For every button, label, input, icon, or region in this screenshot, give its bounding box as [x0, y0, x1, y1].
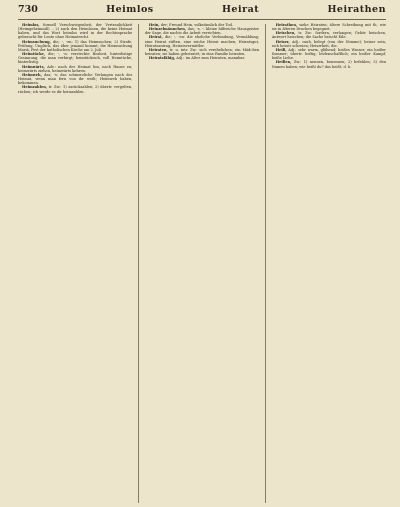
entry-definition: tr. Zw.: fordern, verlangen; Gehör heischen, Antwort heischen; die Sache heischt Eile.	[271, 31, 386, 40]
left-guide-word: Heimlos	[106, 4, 154, 15]
dictionary-entry	[272, 60, 386, 68]
dictionary-entry	[18, 73, 132, 85]
entry-headword: Heimwärts,	[22, 64, 45, 69]
entry-headword: Heimtücke,	[22, 52, 46, 57]
entry-definition: der; Freund Hein, volkstümlich der Tod.	[159, 23, 234, 27]
column-divider	[138, 24, 139, 503]
entry-headword: Heißen,	[275, 60, 292, 65]
entry-headword: Heimlos,	[22, 23, 40, 27]
dictionary-entry	[145, 35, 259, 47]
dictionary-entry	[272, 23, 386, 31]
entry-definition: Adj.: sehr warm, glühend; heißes Wasser; ein heißer Sommer; übertr. heftig, leidenschaftlich; ein heißer Kampf, heiße Liebe.	[271, 47, 386, 61]
entry-headword: Heinzelmännchen,	[148, 27, 187, 32]
dictionary-entry	[145, 48, 259, 56]
right-guide-word: Heirathen	[327, 4, 386, 15]
dictionary-entry	[145, 27, 259, 35]
entry-headword: Heischen,	[275, 31, 296, 36]
page-header	[18, 4, 386, 20]
entry-headword: Heiß,	[275, 47, 287, 52]
entry-definition: tr. Zw.: 1) zurückzahlen; 2) übertr. vergelten, rächen; ich werde es dir heimzahlen.	[18, 85, 133, 94]
column-middle	[145, 23, 259, 503]
column-left	[18, 23, 132, 503]
column-right	[272, 23, 386, 503]
entry-headword: Heimzahlen,	[22, 85, 48, 90]
entry-definition: formell Verschwiegenheit, der Vertraulichkeit (Heimgeheimniß). – 2) auch den Heimlosen, die keine Heimat haben, und das Wort heimlos wird in der Rechtssprache gebraucht für Leute ohne Heimatrecht.	[18, 23, 133, 40]
dictionary-entry	[272, 31, 386, 39]
dictionary-entry	[18, 23, 132, 40]
entry-definition: das; -s: das schmerzliche Verlangen nach der Heimat, wenn man fern von ihr weilt; Heimweh haben, bekommen.	[18, 72, 133, 86]
dictionary-entry	[18, 40, 132, 52]
entry-definition: siehe Heiraten; ältere Schreibung mit th, wie sie in älteren Drucken begegnet.	[271, 23, 386, 32]
dictionary-entry	[272, 48, 386, 60]
column-divider	[265, 24, 266, 503]
dictionary-entry	[272, 40, 386, 48]
entry-headword: Heiratsfähig,	[148, 56, 176, 61]
dictionary-entry	[18, 52, 132, 64]
entry-definition: das; -s, -: kleine hilfreiche Hausgeister der Sage, die nachts die Arbeit verrichten.	[144, 27, 260, 36]
entry-headword: Hein,	[148, 23, 160, 27]
entry-definition: die; -, -en: 1) das Heimsuchen; 2) Strafe, Prüfung, Unglück, das über jemand kommt; die Heimsuchung Mariä, Fest der katholischen Kirche am 2. Juli.	[18, 39, 133, 52]
entry-headword: Heiraten,	[148, 47, 168, 52]
dictionary-entry	[18, 65, 132, 73]
entry-headword: Heirathen,	[275, 23, 298, 27]
entry-definition: Adj.: im Alter zum Heiraten, mannbar.	[175, 56, 245, 61]
text-columns	[18, 23, 386, 503]
entry-definition: die; -, -en: die eheliche Verbindung, Vermählung; eine Heirat stiften, eine reiche Heirat machen; Heiratsgut, Heiratsantrag, Heiratsvermittler.	[144, 35, 260, 48]
entry-headword: Heimsuchung,	[22, 39, 51, 44]
center-guide-word: Heirat	[221, 4, 260, 15]
entry-definition: Adv.: nach der Heimat hin, nach Hause zu; heimwärts ziehen, heimwärts kehren.	[18, 64, 133, 73]
entry-headword: Heimweh,	[22, 72, 42, 77]
dictionary-entry	[18, 85, 132, 93]
entry-definition: Zw.: 1) nennen, benennen; 2) befehlen; 3) den Namen haben; wie heißt du? das heißt, d. h.	[271, 60, 386, 69]
page-number: 730	[18, 4, 38, 15]
dictionary-entry	[145, 56, 259, 60]
entry-definition: tr. u. intr. Zw.: sich verehelichen; ein Mädchen heiraten; sie haben geheiratet; in eine Familie heiraten.	[144, 47, 260, 57]
entry-headword: Heiser,	[275, 39, 290, 44]
entry-definition: die; -, -n: versteckte Bosheit, hinterlistige Gesinnung, die man verbirgt; heimtückisch, voll Heimtücke, hinterlistig.	[18, 52, 133, 65]
entry-headword: Heirat,	[148, 35, 163, 40]
entry-definition: Adj.: rauh, belegt (von der Stimme); heiser sein, sich heiser schreien; Heiserkeit, die.	[271, 39, 386, 48]
